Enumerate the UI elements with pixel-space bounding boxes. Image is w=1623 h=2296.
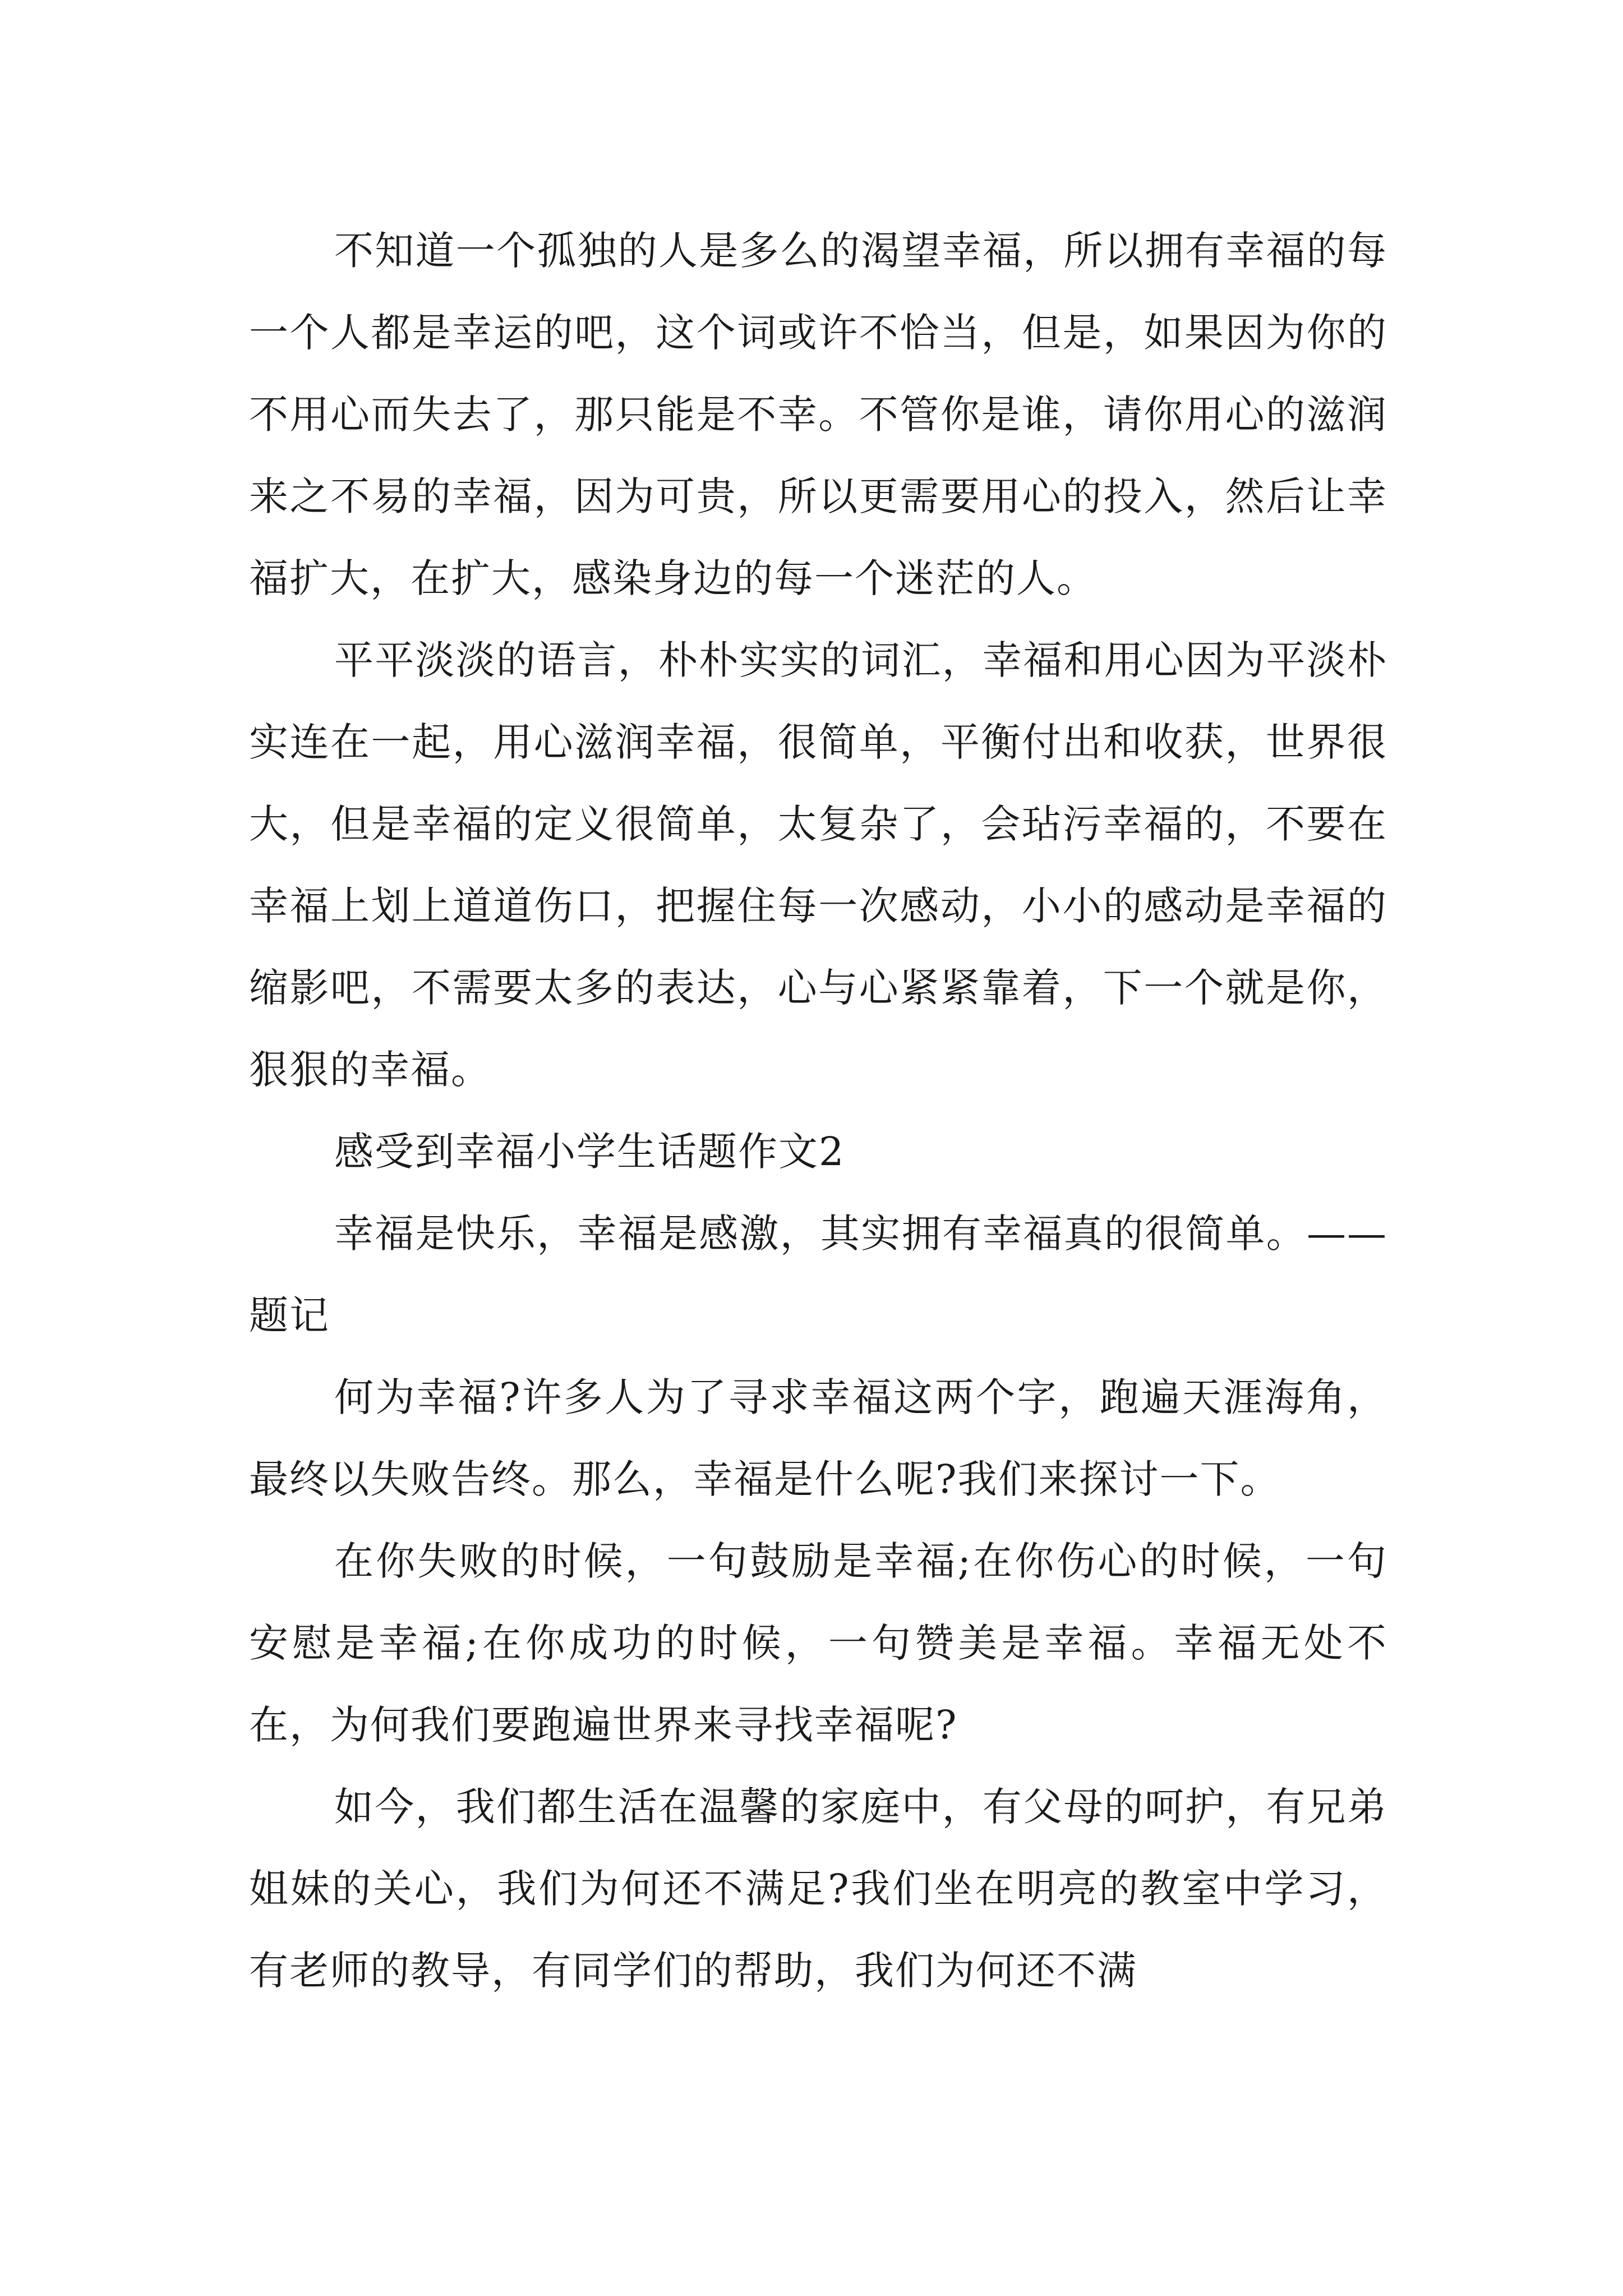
paragraph-5: 如今，我们都生活在温馨的家庭中，有父母的呵护，有兄弟姐妹的关心，我们为何还不满足?我们坐在明亮的教室中学习，有老师的教导，有同学们的帮助，我们为何还不满 xyxy=(249,1784,1387,1994)
essay-title: 感受到幸福小学生话题作文2 xyxy=(334,1129,845,1175)
paragraph-1: 不知道一个孤独的人是多么的渴望幸福，所以拥有幸福的每一个人都是幸运的吧，这个词或许不恰当，但是，如果因为你的不用心而失去了，那只能是不幸。不管你是谁，请你用心的滋润来之不易的幸福，因为可贵，所以更需要用心的投入，然后让幸福扩大，在扩大，感染身边的每一个迷茫的人。 xyxy=(249,228,1387,601)
paragraph-epigraph: 幸福是快乐，幸福是感激，其实拥有幸福真的很简单。——题记 xyxy=(249,1211,1387,1338)
paragraph-2: 平平淡淡的语言，朴朴实实的词汇，幸福和用心因为平淡朴实连在一起，用心滋润幸福，很简单，平衡付出和收获，世界很大，但是幸福的定义很简单，太复杂了，会玷污幸福的，不要在幸福上划上道道伤口，把握住每一次感动，小小的感动是幸福的缩影吧，不需要太多的表达，心与心紧紧靠着，下一个就是你，狠狠的幸福。 xyxy=(249,637,1387,1093)
paragraph-4: 在你失败的时候，一句鼓励是幸福;在你伤心的时候，一句安慰是幸福;在你成功的时候，一句赞美是幸福。幸福无处不在，为何我们要跑遍世界来寻找幸福呢? xyxy=(249,1538,1387,1748)
essay-body xyxy=(249,210,1387,2012)
paragraph-3: 何为幸福?许多人为了寻求幸福这两个字，跑遍天涯海角，最终以失败告终。那么，幸福是什么呢?我们来探讨一下。 xyxy=(249,1374,1387,1502)
